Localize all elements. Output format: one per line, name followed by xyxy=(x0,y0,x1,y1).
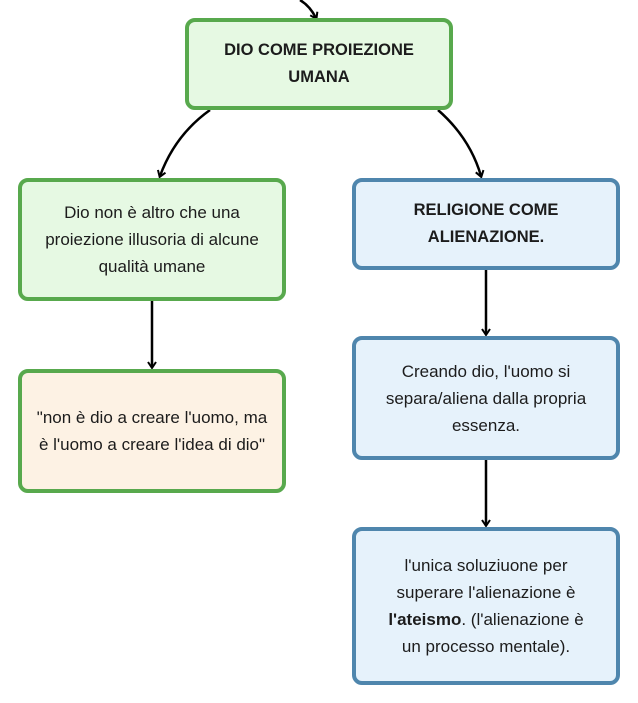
edge-top-to-left1 xyxy=(160,110,210,176)
node-right3-label xyxy=(378,552,594,660)
node-right3-text-before: l'unica soluziuone per superare l'alienazione è xyxy=(396,556,576,602)
edge-top-to-right1 xyxy=(438,110,481,176)
node-religione-come-alienazione xyxy=(352,178,620,270)
node-citazione-dio-uomo xyxy=(18,369,286,493)
node-dio-proiezione-illusoria xyxy=(18,178,286,301)
node-unica-soluzione-ateismo xyxy=(352,527,620,685)
node-top-label: DIO COME PROIEZIONE UMANA xyxy=(224,41,414,86)
node-right1-label: RELIGIONE COME ALIENAZIONE. xyxy=(413,201,559,246)
node-left2-label: "non è dio a creare l'uomo, ma è l'uomo a creare l'idea di dio" xyxy=(36,408,268,454)
node-dio-come-proiezione-umana xyxy=(185,18,453,110)
node-right3-text-after: . (l'alienazione è un processo mentale). xyxy=(401,610,584,656)
node-creando-dio xyxy=(352,336,620,460)
edge-incoming-top xyxy=(300,0,316,18)
node-right2-label: Creando dio, l'uomo si separa/aliena dalla propria essenza. xyxy=(385,361,587,435)
node-left1-label: Dio non è altro che una proiezione illusoria di alcune qualità umane xyxy=(45,203,259,276)
node-right3-bold-ateismo: l'ateismo xyxy=(388,610,462,629)
